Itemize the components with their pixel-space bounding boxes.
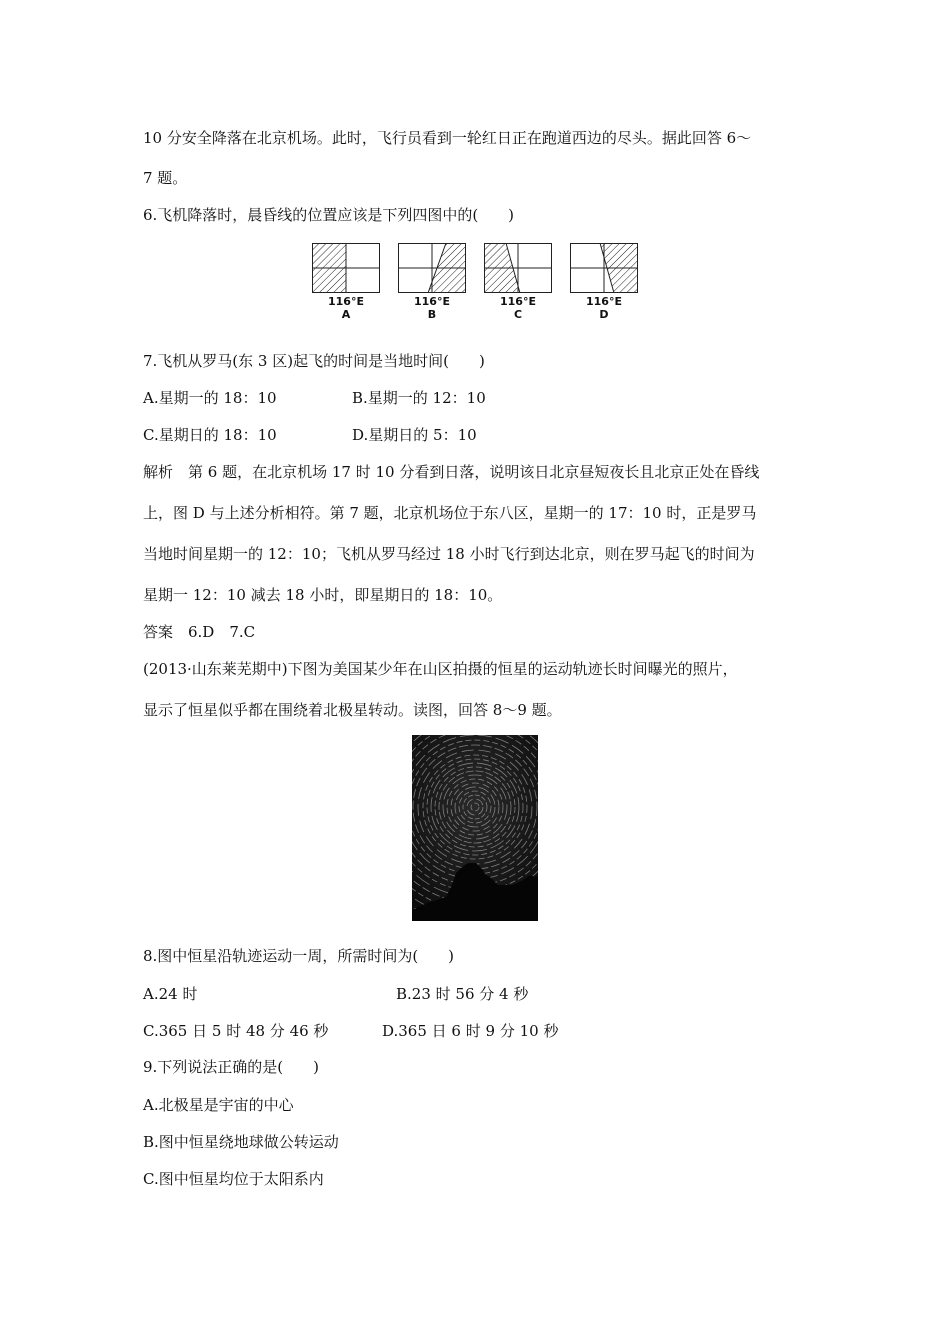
diagram-a-longitude: 116°E — [328, 295, 364, 308]
analysis-line-1: 解析 第 6 题，在北京机场 17 时 10 分看到日落，说明该日北京昼短夜长且北京正处在昏线 — [143, 463, 760, 481]
intro2-line-2: 显示了恒星似乎都在围绕着北极星转动。读图，回答 8～9 题。 — [143, 701, 562, 719]
diagram-d-letter: D — [599, 308, 609, 321]
analysis-line-4: 星期一 12：10 减去 18 小时，即星期日的 18：10。 — [143, 586, 503, 604]
question-9-option-b: B.图中恒星绕地球做公转运动 — [143, 1133, 339, 1151]
diagram-a-figure — [312, 243, 380, 293]
diagram-c-letter: C — [513, 308, 523, 321]
intro2-line-1: (2013·山东莱芜期中)下图为美国某少年在山区拍摄的恒星的运动轨迹长时间曝光的照片， — [143, 660, 738, 678]
diagram-b-figure — [398, 243, 466, 293]
diagram-c — [484, 243, 552, 293]
question-8-option-d: D.365 日 6 时 9 分 10 秒 — [382, 1022, 559, 1040]
question-9-option-c: C.图中恒星均位于太阳系内 — [143, 1170, 324, 1188]
diagram-b-longitude: 116°E — [414, 295, 450, 308]
question-7-option-b: B.星期一的 12：10 — [352, 389, 486, 407]
intro-line-1: 10 分安全降落在北京机场。此时，飞行员看到一轮红日正在跑道西边的尽头。据此回答 6～ — [143, 129, 752, 147]
diagram-d-figure — [570, 243, 638, 293]
question-7-option-d: D.星期日的 5：10 — [352, 426, 477, 444]
star-trail-photo — [412, 735, 538, 921]
question-7-option-c: C.星期日的 18：10 — [143, 426, 277, 444]
analysis-line-2: 上，图 D 与上述分析相符。第 7 题，北京机场位于东八区，星期一的 17：10 时，正是罗马 — [143, 504, 757, 522]
diagram-a-letter: A — [341, 308, 351, 321]
question-8-option-b: B.23 时 56 分 4 秒 — [396, 985, 529, 1003]
question-6-stem: 6.飞机降落时，晨昏线的位置应该是下列四图中的( ) — [143, 206, 515, 224]
diagram-c-figure — [484, 243, 552, 293]
question-8-option-a: A.24 时 — [143, 985, 198, 1003]
question-7-option-a: A.星期一的 18：10 — [143, 389, 277, 407]
diagram-a — [312, 243, 380, 293]
question-9-option-a: A.北极星是宇宙的中心 — [143, 1096, 294, 1114]
diagram-b-letter: B — [427, 308, 437, 321]
intro-line-2: 7 题。 — [143, 169, 188, 187]
diagram-d-longitude: 116°E — [586, 295, 622, 308]
analysis-line-3: 当地时间星期一的 12：10；飞机从罗马经过 18 小时飞行到达北京，则在罗马起飞的时间为 — [143, 545, 755, 563]
question-8-stem: 8.图中恒星沿轨迹运动一周，所需时间为( ) — [143, 947, 455, 965]
diagram-b — [398, 243, 466, 293]
question-8-option-c: C.365 日 5 时 48 分 46 秒 — [143, 1022, 329, 1040]
question-9-stem: 9.下列说法正确的是( ) — [143, 1058, 320, 1076]
question-7-stem: 7.飞机从罗马(东 3 区)起飞的时间是当地时间( ) — [143, 352, 485, 370]
answer-line: 答案 6.D 7.C — [143, 623, 256, 641]
star-trail-image — [412, 735, 538, 921]
diagram-d — [570, 243, 638, 293]
diagram-c-longitude: 116°E — [500, 295, 536, 308]
